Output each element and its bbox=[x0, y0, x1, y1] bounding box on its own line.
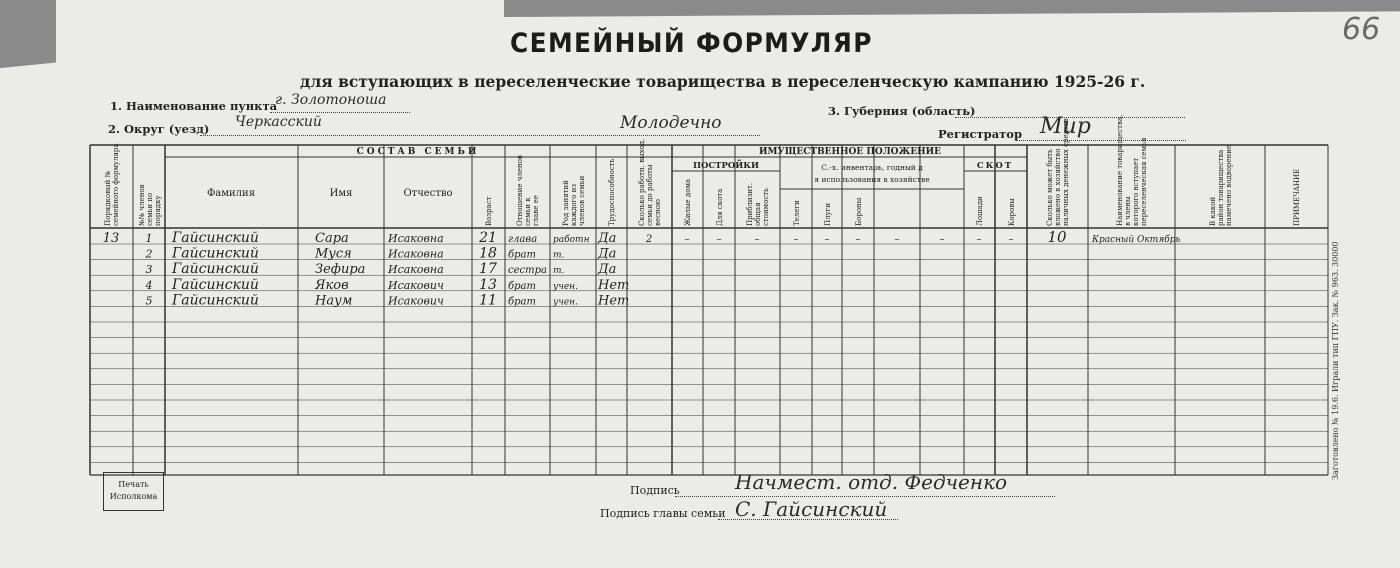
col-poryad: Порядковый № bbox=[104, 170, 112, 226]
col-skolko: Сколько работн. выход. bbox=[638, 138, 646, 226]
cell-otchestvo: Исаковна bbox=[388, 247, 444, 261]
cell-trudo: Нет bbox=[598, 277, 630, 293]
cell-rod: учен. bbox=[553, 281, 578, 292]
col-raion: В какой bbox=[1209, 196, 1217, 226]
head-signature-label: Подпись главы семьи bbox=[600, 507, 726, 520]
okrug-value: Черкасский bbox=[235, 114, 322, 130]
col-vlozheno: вложено в хозяйство bbox=[1054, 148, 1062, 226]
group-skot: СКОТ bbox=[976, 161, 1014, 171]
cell-vozrast: 18 bbox=[479, 245, 497, 262]
cell-vozrast: 17 bbox=[479, 261, 497, 278]
col-vozrast: Возраст bbox=[485, 196, 493, 226]
cell-telegi: – bbox=[793, 234, 799, 245]
cell-imya: Наум bbox=[315, 293, 353, 309]
cell-familiya: Гайсинский bbox=[172, 230, 259, 246]
group-sostav: СОСТАВ СЕМЬИ bbox=[356, 147, 480, 157]
cell-otnoshenie: глава bbox=[508, 234, 538, 245]
page-number: 66 bbox=[1342, 12, 1381, 47]
col-otnoshenie: семьи к bbox=[524, 197, 532, 226]
col-raion: район товарищества bbox=[1217, 149, 1225, 226]
col-prim: ПРИМЕЧАНИЕ bbox=[1293, 168, 1301, 226]
col-zhilye: Жилые дома bbox=[684, 178, 692, 226]
cell-zhilye: – bbox=[684, 234, 690, 245]
col-skolko: весною bbox=[654, 199, 662, 226]
cell-otnoshenie: брат bbox=[508, 296, 536, 308]
cell-no: 2 bbox=[145, 247, 153, 261]
cell-no: 4 bbox=[145, 278, 153, 292]
cell-no: 5 bbox=[145, 294, 153, 308]
col-otnoshenie: Отношение членов bbox=[516, 155, 524, 226]
col-loshadi: Лошади bbox=[976, 196, 984, 226]
cell-familiya: Гайсинский bbox=[172, 245, 259, 262]
col-rod: членов семьи bbox=[578, 175, 586, 226]
cell-skolko: 2 bbox=[645, 234, 653, 245]
cell-trudo: Да bbox=[598, 246, 617, 262]
cell-vozrast: 21 bbox=[479, 230, 497, 246]
col-imya: Имя bbox=[329, 188, 353, 199]
cell-otchestvo: Исаковна bbox=[388, 232, 444, 245]
col-chlen: семьи по bbox=[146, 192, 154, 226]
cell-no: 3 bbox=[145, 263, 153, 277]
cell-e1: – bbox=[894, 234, 900, 245]
cell-vozrast: 11 bbox=[479, 292, 497, 309]
cell-trudo: Да bbox=[598, 262, 617, 278]
punkt-label: 1. Наименование пункта bbox=[110, 99, 278, 113]
cell-otnoshenie: брат bbox=[508, 280, 536, 292]
cell-korovy: – bbox=[1008, 234, 1014, 245]
cell-otchestvo: Исаковна bbox=[388, 263, 444, 277]
col-korovy: Коровы bbox=[1008, 198, 1016, 226]
col-vlozheno: наличных денежных средств bbox=[1062, 118, 1070, 226]
cell-borony: – bbox=[855, 234, 861, 245]
col-chlen: порядку bbox=[154, 195, 162, 226]
cell-imya: Яков bbox=[315, 277, 349, 293]
cell-imya: Зефира bbox=[315, 262, 366, 278]
cell-poryad: 13 bbox=[102, 231, 120, 246]
print-info-text: Заготовлено № 19.6. Играли тип ГПУ. Зак. № 963. 30000 bbox=[1331, 241, 1340, 480]
guberniya-label: 3. Губерния (область) bbox=[828, 104, 976, 118]
cell-rod: т. bbox=[553, 250, 565, 261]
cell-otnoshenie: сестра bbox=[508, 265, 547, 277]
group-inventar: С.-х. инвентарь, годный д bbox=[821, 163, 923, 172]
col-chlen: №№ членов bbox=[138, 184, 146, 226]
cell-otchestvo: Исакович bbox=[388, 294, 444, 308]
cell-imya: Сара bbox=[315, 231, 349, 246]
col-borony: Бороны bbox=[855, 197, 863, 226]
group-inventar-2: я использования в хозяйстве bbox=[814, 175, 930, 184]
okrug-value-2: Молодечно bbox=[620, 113, 722, 133]
cell-otchestvo: Исакович bbox=[388, 278, 444, 292]
col-vlozheno: Сколько может быть bbox=[1046, 149, 1054, 226]
cell-familiya: Гайсинский bbox=[172, 261, 259, 278]
group-imush: ИМУЩЕСТВЕННОЕ ПОЛОЖЕНИЕ bbox=[758, 147, 942, 157]
registrator-label: Регистратор bbox=[938, 127, 1022, 141]
col-pribl: стоимость bbox=[762, 188, 770, 226]
col-otchestvo: Отчество bbox=[403, 188, 453, 199]
col-pribl: Приблизит. bbox=[746, 182, 754, 226]
col-tovar: переселенческая семья bbox=[1140, 137, 1148, 226]
cell-plugi: – bbox=[824, 234, 830, 245]
col-plugi: Плуги bbox=[824, 202, 832, 226]
cell-vozrast: 13 bbox=[479, 276, 497, 293]
cell-trudo: Да bbox=[598, 231, 617, 246]
col-pribl: общая bbox=[754, 202, 762, 226]
head-signature-value: С. Гайсинский bbox=[735, 497, 888, 521]
col-skot-b: Для скота bbox=[716, 188, 724, 226]
cell-familiya: Гайсинский bbox=[172, 292, 259, 309]
group-postroiki: ПОСТРОЙКИ bbox=[692, 161, 760, 171]
col-tovar: Наименование товарищества, bbox=[1116, 114, 1124, 226]
col-tovar: в члены bbox=[1124, 196, 1132, 226]
cell-rod: учен. bbox=[553, 297, 578, 308]
col-tovar: которого вступает bbox=[1132, 157, 1140, 226]
col-raion: намечено водворение bbox=[1225, 144, 1233, 226]
col-otnoshenie: главе ее bbox=[532, 195, 540, 226]
signature-value: Начмест. отд. Федченко bbox=[735, 470, 1008, 494]
col-rod: Род занятий bbox=[562, 180, 570, 226]
cell-no: 1 bbox=[145, 232, 153, 245]
registrator-value: Мир bbox=[1040, 114, 1091, 139]
stamp-text: Печать Исполкома bbox=[109, 480, 158, 501]
col-familiya: Фамилия bbox=[206, 188, 256, 199]
col-rod: каждого из bbox=[570, 183, 578, 226]
stamp-box bbox=[103, 472, 164, 511]
punkt-value: г. Золотоноша bbox=[275, 92, 387, 108]
cell-vlozheno: 10 bbox=[1047, 228, 1067, 246]
okrug-label: 2. Округ (уезд) bbox=[108, 122, 210, 136]
cell-loshadi: – bbox=[976, 234, 982, 245]
document-subtitle: для вступающих в переселенческие товарищества в переселенческую кампанию 1925-26 г. bbox=[300, 72, 1146, 91]
cell-rod: работн bbox=[553, 235, 590, 245]
print-info bbox=[1329, 150, 1343, 480]
cell-imya: Муся bbox=[315, 246, 352, 262]
col-skolko: семьи до работы bbox=[646, 164, 654, 226]
cell-skot_b: – bbox=[716, 234, 722, 245]
col-poryad: семейного формуляра bbox=[112, 143, 120, 226]
cell-pribl: – bbox=[754, 234, 760, 245]
cell-otnoshenie: брат bbox=[508, 249, 536, 261]
signature-label: Подпись bbox=[630, 484, 680, 497]
cell-familiya: Гайсинский bbox=[172, 276, 259, 293]
col-trudo: Трудоспособность bbox=[608, 158, 616, 226]
cell-tovar: Красный Октябрь bbox=[1092, 235, 1181, 245]
cell-e2: – bbox=[939, 234, 945, 245]
cell-trudo: Нет bbox=[598, 293, 630, 309]
cell-rod: т. bbox=[553, 266, 565, 277]
document-title: СЕМЕЙНЫЙ ФОРМУЛЯР bbox=[510, 28, 873, 59]
col-telegi: Телеги bbox=[793, 200, 801, 226]
